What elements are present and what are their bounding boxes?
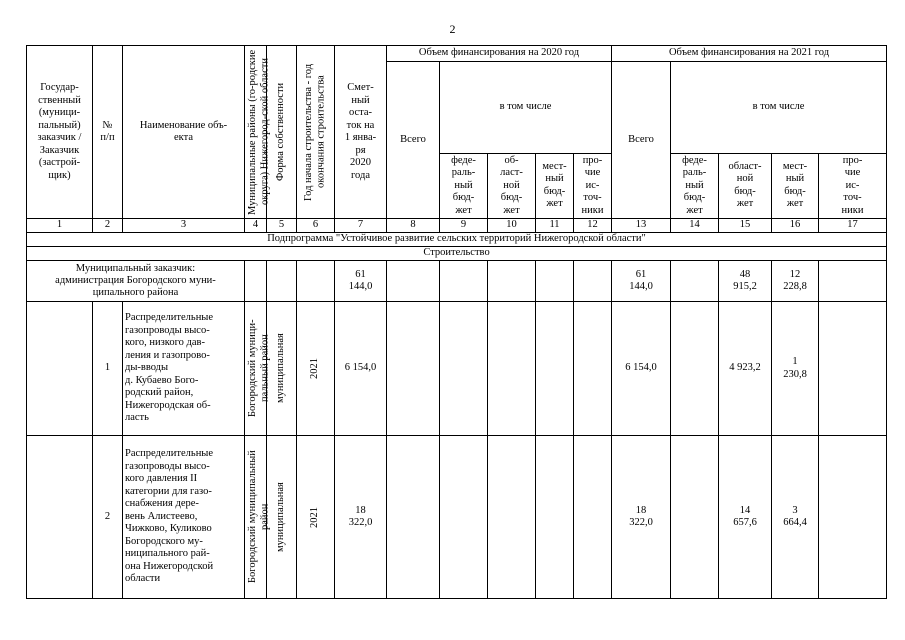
column-number: 1 [27,219,93,233]
header-regional-2020: об- ласт- ной бюд- жет [488,153,536,219]
header-local-2020: мест- ный бюд- жет [536,153,574,219]
column-number: 8 [387,219,440,233]
row-number: 1 [93,302,123,436]
subprogram-title: Подпрограмма "Устойчивое развитие сельских территорий Нижегородской области" [27,233,887,247]
header-federal-2021: феде- раль- ный бюд- жет [671,153,719,219]
column-number: 2 [93,219,123,233]
section-title: Строительство [27,247,887,261]
column-number: 12 [574,219,612,233]
header-num: № п/п [93,46,123,219]
row-regional-2021: 14 657,6 [719,436,772,599]
header-total-2021: Всего [612,62,671,219]
header-customer: Государ- ственный (муници- пальный) заказчик / Заказчик (застрой- щик) [27,46,93,219]
header-construction-years: Год начала строительства - год окончания строительства [297,46,335,219]
page-number: 2 [449,22,456,36]
header-other-2021: про- чие ис- точ- ники [819,153,887,219]
header-row-1 [27,46,887,62]
header-other-2020: про- чие ис- точ- ники [574,153,612,219]
row-district: Богородский муници-пальный район [245,302,267,436]
header-including-2020: в том числе [440,62,612,154]
row-district: Богородский муниципальный район [245,436,267,599]
column-number: 10 [488,219,536,233]
row-ownership: муниципальная [267,436,297,599]
header-ownership: Форма собственности [267,46,297,219]
row-total-2021: 6 154,0 [612,302,671,436]
row-regional-2021: 4 923,2 [719,302,772,436]
customer-total-2021: 61 144,0 [612,261,671,302]
row-years: 2021 [297,302,335,436]
subprogram-row [27,233,887,247]
header-local-2021: мест- ный бюд- жет [772,153,819,219]
column-number: 3 [123,219,245,233]
row-years: 2021 [297,436,335,599]
column-number: 7 [335,219,387,233]
row-balance: 6 154,0 [335,302,387,436]
column-number: 9 [440,219,488,233]
customer-name: Муниципальный заказчик: администрация Богородского муни- ципального района [27,261,245,302]
financing-table [26,45,887,599]
column-number: 13 [612,219,671,233]
row-local-2021: 3 664,4 [772,436,819,599]
row-number: 2 [93,436,123,599]
header-object-name: Наименование объ- екта [123,46,245,219]
header-regional-2021: област- ной бюд- жет [719,153,772,219]
header-including-2021: в том числе [671,62,887,154]
row-local-2021: 1 230,8 [772,302,819,436]
column-number: 11 [536,219,574,233]
column-number: 16 [772,219,819,233]
header-funding-2021: Объем финансирования на 2021 год [612,46,887,62]
header-funding-2020: Объем финансирования на 2020 год [387,46,612,62]
object-name: Распределительные газопроводы высо- кого давления II категории для газо- снабжения дере- вень Алистеево, Чижково, Куликово Богородского му- ниципального рай- она Нижегородской области [123,436,245,599]
row-ownership: муниципальная [267,302,297,436]
row-balance: 18 322,0 [335,436,387,599]
customer-balance: 61 144,0 [335,261,387,302]
customer-row [27,261,887,302]
column-number: 15 [719,219,772,233]
customer-regional-2021: 48 915,2 [719,261,772,302]
row-total-2021: 18 322,0 [612,436,671,599]
header-total-2020: Всего [387,62,440,219]
column-number: 14 [671,219,719,233]
column-number: 4 [245,219,267,233]
table-row [27,436,887,599]
column-number: 6 [297,219,335,233]
table-row [27,302,887,436]
header-estimated-balance: Смет- ный оста- ток на 1 янва- ря 2020 года [335,46,387,219]
column-numbers-row [27,219,887,233]
header-federal-2020: феде- раль- ный бюд- жет [440,153,488,219]
column-number: 17 [819,219,887,233]
customer-local-2021: 12 228,8 [772,261,819,302]
section-row [27,247,887,261]
column-number: 5 [267,219,297,233]
object-name: Распределительные газопроводы высо- кого, низкого дав- ления и газопрово- ды-вводы д. Кубаево Бого- родский район, Нижегородская об- ласть [123,302,245,436]
header-districts: Муниципальные районы (го-родские округа) Нижегород-ской области [245,46,267,219]
